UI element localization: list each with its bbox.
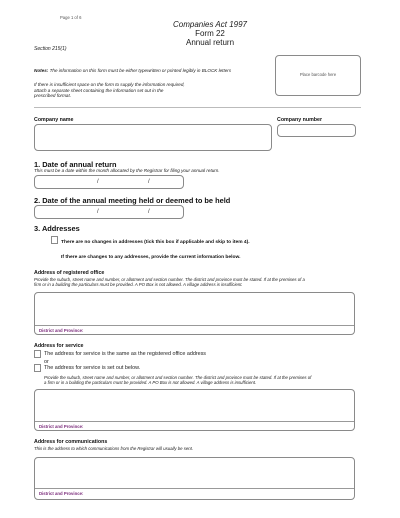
barcode-placeholder: Place barcode here (299, 72, 337, 77)
communications-note: This is the address to which communications from the Registrar will usually be sent. (34, 446, 194, 451)
section-3-heading: 3. Addresses (34, 224, 80, 233)
company-number-label: Company number (277, 117, 323, 123)
communications-address-field[interactable] (34, 457, 355, 500)
district-divider (35, 421, 354, 422)
act-title: Companies Act 1997 (173, 20, 247, 29)
instruction-line-2: firm or in a building the particulars must be provided. A PO Box is not allowed. A village address is insufficient. (34, 282, 243, 288)
section-1-heading: 1. Date of annual return (34, 160, 117, 169)
registered-office-address-field[interactable] (34, 292, 355, 335)
divider (34, 107, 361, 108)
same-as-registered-checkbox[interactable] (34, 350, 41, 358)
district-divider (35, 488, 354, 489)
instruction-line-1: Provide the suburb, street name and number, or allotment and section number. The district and province must be stated. If at the premises of (44, 375, 312, 380)
district-province-label: District and Province: (39, 424, 84, 429)
notes (34, 68, 231, 74)
space-note-line-1: If there is insufficient space on the form to supply the information required, (34, 82, 185, 87)
annual-meeting-date-field[interactable] (34, 205, 184, 219)
section-1-note: This must be a date within the month allocated by the Registrar for filing your annual return. (34, 168, 220, 173)
communications-address-label: Address for communications (34, 439, 108, 445)
registered-office-label: Address of registered office (34, 270, 105, 276)
space-note-line-3: prescribed format. (34, 93, 72, 99)
district-province-label: District and Province: (39, 491, 84, 496)
same-as-registered-label: The address for service is the same as the registered office address (44, 351, 206, 357)
form-title: Annual return (185, 38, 235, 47)
notes-label: Notes: (34, 68, 49, 73)
no-change-label: There are no changes in addresses (tick this box if applicable and skip to item 4). (61, 240, 250, 245)
date-separator: / (148, 209, 150, 215)
notes-text: The information on this form must be either typewritten or printed legibly in BLOCK letters (49, 68, 232, 73)
date-separator: / (97, 179, 99, 185)
section-reference: Section 215(1) (34, 46, 67, 52)
company-number-field[interactable] (277, 124, 356, 137)
section-2-heading: 2. Date of the annual meeting held or deemed to be held (34, 196, 231, 205)
if-changes-instruction: If there are changes to any addresses, provide the current information below. (61, 255, 241, 260)
district-divider (35, 325, 354, 326)
no-change-checkbox[interactable] (51, 236, 58, 244)
date-separator: / (148, 179, 150, 185)
company-name-label: Company name (34, 117, 74, 123)
district-province-label: District and Province: (39, 328, 84, 333)
instruction-line-1: Provide the suburb, street name and number, or allotment and section number. The district and province must be stated. If at the premises of a (34, 277, 305, 282)
service-address-field[interactable] (34, 389, 355, 431)
date-separator: / (97, 209, 99, 215)
annual-return-date-field[interactable] (34, 175, 184, 189)
instruction-line-2: a firm or in a building the particulars must be provided. A PO Box is not allowed. A village address is insufficient. (44, 380, 257, 386)
registered-office-instructions (34, 277, 305, 288)
form-number: Form 22 (195, 29, 225, 38)
service-address-label: Address for service (34, 343, 84, 349)
space-note-line-2: attach a separate sheet containing the information set out in the (34, 87, 164, 93)
company-name-field[interactable] (34, 124, 272, 151)
page-number: Page 1 of 6 (60, 15, 82, 20)
insufficient-space-note (34, 82, 185, 99)
or-text: or (44, 359, 49, 365)
set-out-below-label: The address for service is set out below. (44, 365, 141, 371)
service-address-instructions (44, 375, 311, 386)
barcode-box (275, 55, 361, 96)
set-out-below-checkbox[interactable] (34, 364, 41, 372)
